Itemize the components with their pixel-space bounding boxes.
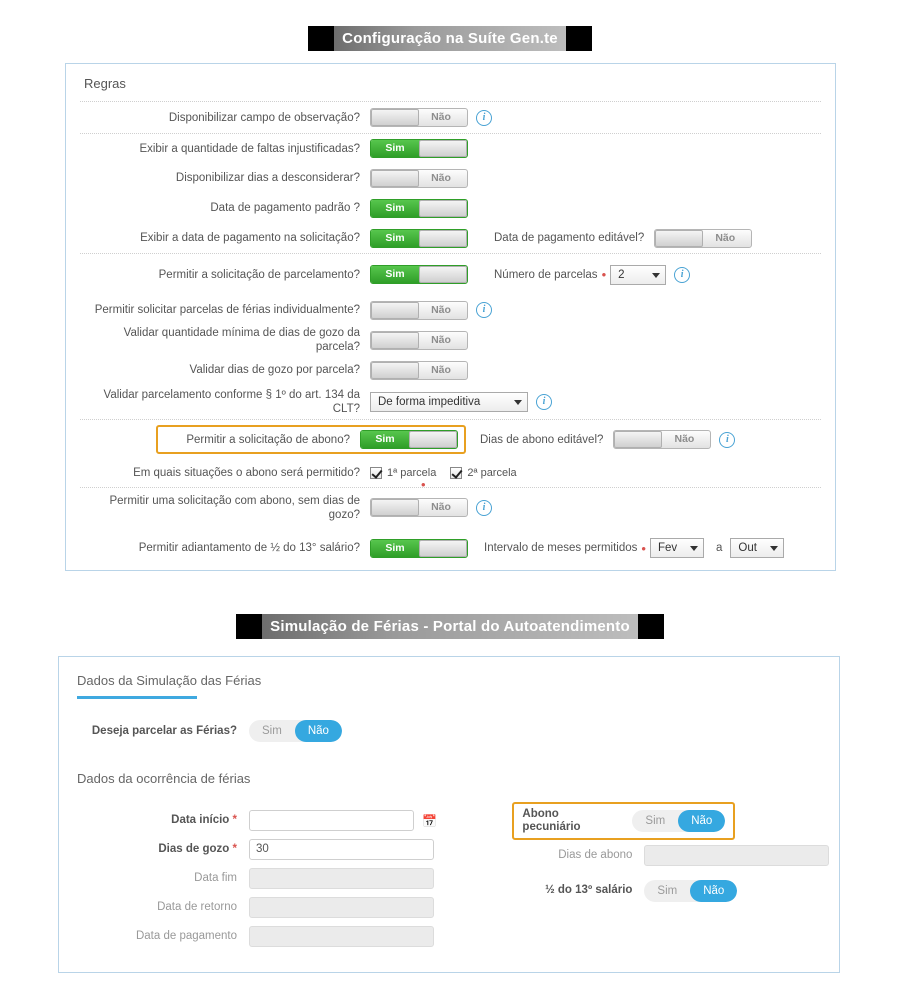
toggle-knob [419, 140, 467, 157]
rule-label: Permitir uma solicitação com abono, sem dias de gozo? [109, 494, 360, 521]
abono-highlight-box [156, 425, 466, 454]
info-icon[interactable]: i [476, 110, 492, 126]
data-retorno-input [249, 897, 434, 918]
portal-panel [58, 656, 840, 973]
clt-select[interactable] [370, 392, 528, 412]
mes-final-select[interactable] [730, 538, 784, 558]
rule-row [80, 163, 821, 193]
rule-row [80, 325, 821, 355]
info-icon[interactable]: i [476, 500, 492, 516]
checkbox-primeira-parcela[interactable] [370, 467, 382, 479]
parcelar-toggle[interactable] [249, 720, 342, 742]
info-icon[interactable]: i [719, 432, 735, 448]
checkbox-segunda-parcela-label: 2ª parcela [467, 467, 517, 479]
toggle-knob [371, 109, 419, 126]
rule-label: Permitir a solicitação de abono? [186, 433, 350, 446]
rule-label: Permitir a solicitação de parcelamento? [158, 268, 360, 281]
toggle-adiantamento-13[interactable] [370, 539, 468, 558]
portal-form-right [462, 806, 839, 951]
toggle-knob [419, 230, 467, 247]
parcelar-option-sim[interactable]: Sim [262, 725, 282, 737]
chevron-down-icon [690, 546, 698, 551]
rule-row [80, 295, 821, 325]
rule-row [80, 223, 821, 253]
dias-abono-input [644, 845, 829, 866]
abono-option-nao[interactable]: Não [678, 810, 725, 832]
decimo-option-sim[interactable]: Sim [657, 884, 678, 897]
data-pagamento-input [249, 926, 434, 947]
toggle-value: Não [431, 111, 451, 123]
toggle-knob [655, 230, 703, 247]
data-fim-input [249, 868, 434, 889]
parcelar-label: Deseja parcelar as Férias? [91, 724, 237, 737]
rule-row-decimo [80, 527, 821, 569]
toggle-value: Sim [385, 201, 405, 214]
rule-label: Em quais situações o abono será permitido? [133, 467, 360, 479]
toggle-value: Não [431, 303, 451, 316]
toggle-knob [371, 170, 419, 187]
toggle-data-pagamento-editavel[interactable] [654, 229, 752, 248]
portal-title: Dados da Simulação das Férias [77, 673, 262, 688]
data-retorno-label: Data de retorno [157, 901, 237, 913]
section2-banner-inner [236, 614, 664, 639]
required-asterisk: * [232, 814, 237, 826]
chevron-down-icon [514, 400, 522, 405]
toggle-parcelas-individualmente[interactable] [370, 301, 468, 320]
decimo-salario-label: ½ do 13º salário [545, 884, 633, 896]
decimo-option-nao[interactable]: Não [690, 880, 737, 902]
toggle-knob [419, 540, 467, 557]
dias-abono-row [512, 841, 839, 870]
abono-option-sim[interactable]: Sim [645, 814, 666, 827]
rule-row [80, 253, 821, 295]
calendar-icon[interactable]: 📅 [422, 813, 437, 828]
rule-row [80, 355, 821, 385]
decimo-salario-row [512, 876, 839, 905]
portal-title-wrap [59, 657, 839, 699]
rule-label: Validar dias de gozo por parcela? [189, 364, 360, 376]
dias-abono-label: Dias de abono [558, 849, 633, 861]
portal-form [59, 806, 839, 951]
abono-pecuniario-highlight-box [512, 802, 735, 840]
toggle-solicitacao-abono[interactable] [360, 430, 458, 449]
toggle-abono-sem-gozo[interactable] [370, 498, 468, 517]
toggle-value: Não [715, 231, 736, 244]
toggle-dias-gozo-parcela[interactable] [370, 361, 468, 380]
parcelar-option-nao[interactable]: Não [295, 720, 342, 742]
toggle-data-pagamento-padrao[interactable] [370, 199, 468, 218]
info-icon[interactable]: i [476, 302, 492, 318]
toggle-value: Sim [375, 433, 395, 445]
section1-banner-inner [308, 26, 592, 51]
rule-row-sem-gozo [80, 487, 821, 527]
data-pagamento-row [59, 922, 462, 951]
dias-gozo-input[interactable]: 30 [249, 839, 434, 860]
data-inicio-input[interactable] [249, 810, 414, 831]
numero-parcelas-label: Número de parcelas [494, 268, 598, 281]
toggle-knob [371, 362, 419, 379]
data-inicio-label-text: Data início [171, 814, 230, 826]
info-icon[interactable]: i [536, 394, 552, 410]
rule-row-abono [80, 419, 821, 459]
toggle-value: Sim [385, 541, 405, 554]
toggle-knob [371, 499, 419, 516]
toggle-dias-desconsiderar[interactable] [370, 169, 468, 188]
toggle-knob [419, 266, 467, 283]
rules-panel [65, 63, 836, 571]
toggle-value: Sim [385, 268, 405, 280]
toggle-parcelamento[interactable] [370, 265, 468, 284]
clt-required-marker: • [421, 477, 426, 492]
rule-row-situacoes [80, 459, 821, 487]
rule-label: Validar parcelamento conforme § 1º do art. 134 da CLT? [103, 389, 360, 415]
section1-banner [0, 0, 900, 51]
toggle-faltas[interactable] [370, 139, 468, 158]
rules-panel-title: Regras [84, 76, 126, 91]
portal-title-underline [77, 696, 197, 699]
toggle-knob [614, 431, 662, 448]
numero-parcelas-value: 2 [618, 268, 625, 281]
dias-gozo-label-text: Dias de gozo [158, 843, 230, 855]
section2-banner [0, 614, 900, 639]
toggle-observacao[interactable] [370, 108, 468, 127]
toggle-value: Não [431, 363, 451, 376]
toggle-value: Não [431, 333, 451, 346]
dias-gozo-row [59, 835, 462, 864]
intervalo-meses-label: Intervalo de meses permitidos [484, 542, 638, 554]
toggle-knob [419, 200, 467, 217]
mes-inicial-value: Fev [657, 542, 678, 554]
mes-final-value: Out [738, 542, 757, 554]
rule-row [80, 101, 821, 133]
mes-inicial-select[interactable] [650, 538, 704, 558]
info-icon[interactable]: i [674, 267, 690, 283]
checkbox-primeira-parcela-label: 1ª parcela [387, 467, 437, 479]
section1-banner-label: Configuração na Suíte Gen.te [342, 30, 558, 47]
toggle-exibir-data-pagamento[interactable] [370, 229, 468, 248]
toggle-knob [371, 332, 419, 349]
portal-subtitle: Dados da ocorrência de férias [77, 771, 251, 786]
portal-form-left [59, 806, 462, 951]
data-pagamento-label: Data de pagamento [135, 930, 237, 942]
numero-parcelas-select[interactable] [610, 265, 666, 285]
dias-abono-editavel-label: Dias de abono editável? [480, 433, 604, 446]
clt-select-value: De forma impeditiva [378, 396, 481, 408]
data-fim-label: Data fim [194, 872, 237, 884]
rule-row [80, 193, 821, 223]
toggle-value: Sim [385, 142, 405, 154]
rule-label: Permitir adiantamento de ½ do 13° salário? [138, 542, 360, 554]
decimo-salario-toggle[interactable] [644, 880, 737, 902]
parcelar-row [59, 717, 839, 745]
rule-label: Exibir a data de pagamento na solicitação? [140, 232, 360, 244]
data-inicio-label [59, 814, 249, 827]
toggle-value: Sim [385, 231, 405, 244]
toggle-value: Não [431, 171, 451, 184]
chevron-down-icon [770, 546, 778, 551]
data-pagamento-editavel-label: Data de pagamento editável? [494, 232, 645, 244]
required-marker: • [601, 267, 607, 282]
abono-pecuniario-row [512, 806, 839, 835]
abono-pecuniario-toggle[interactable] [632, 810, 725, 832]
toggle-value: Não [674, 433, 695, 445]
required-asterisk: * [232, 843, 237, 855]
rule-label: Data de pagamento padrão ? [210, 202, 360, 214]
abono-pecuniario-label: Abono pecuniário [522, 807, 581, 833]
required-marker: • [641, 540, 646, 556]
toggle-dias-minimos-parcela[interactable] [370, 331, 468, 350]
rule-row-clt [80, 385, 821, 419]
chevron-down-icon [652, 273, 660, 278]
toggle-dias-abono-editavel[interactable] [613, 430, 711, 449]
dias-gozo-label [59, 843, 249, 856]
section2-banner-label: Simulação de Férias - Portal do Autoatendimento [270, 618, 630, 635]
rule-label: Validar quantidade mínima de dias de gozo da parcela? [123, 327, 360, 353]
intervalo-separator: a [715, 542, 723, 554]
checkbox-segunda-parcela[interactable] [450, 467, 462, 479]
toggle-value: Não [431, 501, 451, 513]
rule-label: Exibir a quantidade de faltas injustificadas? [139, 142, 360, 155]
rule-label: Disponibilizar dias a desconsiderar? [175, 172, 360, 184]
data-fim-row [59, 864, 462, 893]
rule-row [80, 133, 821, 163]
toggle-knob [409, 431, 457, 448]
data-retorno-row [59, 893, 462, 922]
toggle-knob [371, 302, 419, 319]
rule-label: Permitir solicitar parcelas de férias individualmente? [94, 304, 360, 316]
rule-label: Disponibilizar campo de observação? [168, 111, 360, 124]
data-inicio-row [59, 806, 462, 835]
